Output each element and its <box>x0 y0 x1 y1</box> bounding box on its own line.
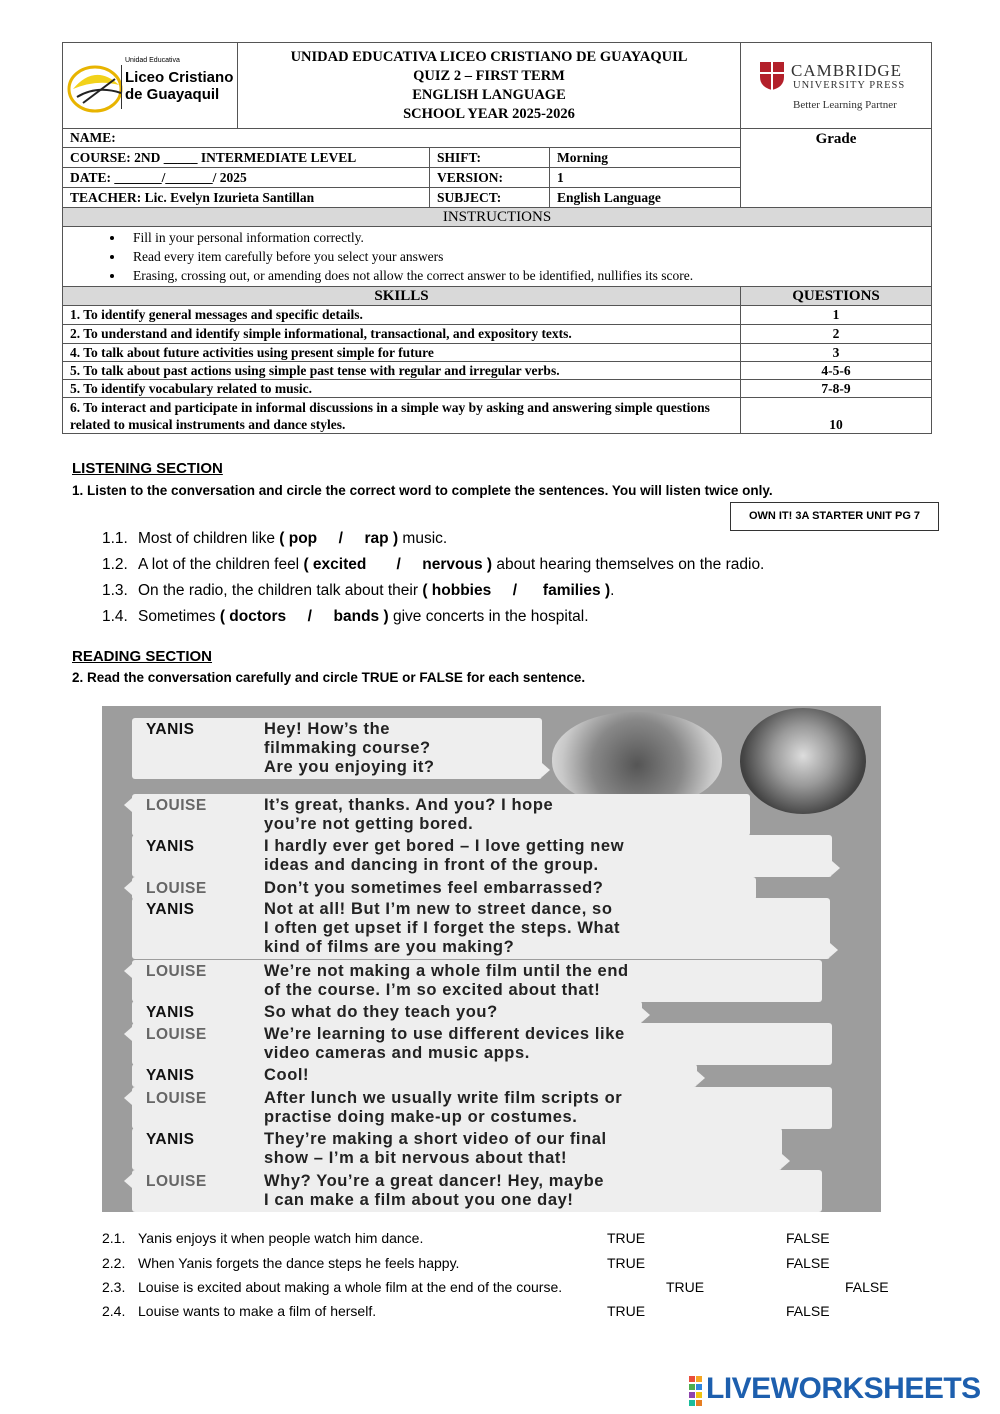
skills-header: SKILLS <box>63 287 741 306</box>
cambridge-shield-icon <box>759 61 785 91</box>
bubble-tail <box>832 861 840 875</box>
conversation-bubble <box>132 1170 822 1212</box>
message-line: video cameras and music apps. <box>264 1044 530 1062</box>
message-line: of the course. I’m so excited about that! <box>264 981 601 999</box>
bubble-tail <box>830 943 838 957</box>
false-option[interactable]: FALSE <box>845 1279 889 1295</box>
tf-item-text: Louise wants to make a film of herself. <box>138 1303 377 1319</box>
bubble-tail <box>124 964 132 978</box>
title-line-4: SCHOOL YEAR 2025-2026 <box>403 105 575 122</box>
true-option[interactable]: TRUE <box>607 1303 646 1319</box>
speaker-message <box>264 1025 625 1063</box>
false-option[interactable]: FALSE <box>786 1230 830 1246</box>
conversation-bubble <box>132 1001 642 1024</box>
version-value: 1 <box>550 168 741 188</box>
subject-value: English Language <box>550 188 741 208</box>
shift-label: SHIFT: <box>430 148 550 168</box>
message-line: Hey! How’s the <box>264 720 391 738</box>
message-line: I hardly ever get bored – I love getting new <box>264 837 625 855</box>
item-text: about hearing themselves on the radio. <box>492 556 765 573</box>
conversation-bubble <box>132 960 822 1002</box>
message-line: They’re making a short video of our final <box>264 1130 607 1148</box>
speaker-name: YANIS <box>146 721 195 738</box>
answer-options[interactable]: ( pop / rap ) <box>279 530 399 547</box>
item-text: Most of children like <box>138 530 280 547</box>
instructions-title: INSTRUCTIONS <box>63 208 932 227</box>
speaker-message <box>264 900 620 957</box>
skill-question: 3 <box>741 344 932 362</box>
bubble-tail <box>642 1008 650 1022</box>
listening-item <box>102 530 447 548</box>
instruction-item: • Erasing, crossing out, or amending does not allow the correct answer to be identified, nullifies its score. <box>125 266 931 285</box>
conversation-bubble <box>132 1087 832 1129</box>
instructions-list <box>63 227 932 287</box>
item-number: 1.1. <box>102 530 128 547</box>
speaker-name: YANIS <box>146 1067 195 1084</box>
conversation-image <box>102 706 881 1212</box>
message-line: filmmaking course? <box>264 739 431 757</box>
bubble-tail <box>124 881 132 895</box>
bubble-tail <box>124 1174 132 1188</box>
speaker-name: LOUISE <box>146 963 207 980</box>
header-table <box>62 42 932 434</box>
speaker-name: LOUISE <box>146 797 207 814</box>
listening-instruction: 1. Listen to the conversation and circle the correct word to complete the sentences. You will listen twice only. <box>72 483 773 498</box>
false-option[interactable]: FALSE <box>786 1303 830 1319</box>
item-text: . <box>610 582 615 599</box>
message-line: Not at all! But I’m new to street dance, so <box>264 900 613 918</box>
message-line: I can make a film about you one day! <box>264 1191 574 1209</box>
speaker-message <box>264 879 603 898</box>
speaker-name: LOUISE <box>146 880 207 897</box>
item-number: 1.2. <box>102 556 128 573</box>
skill-row: 2. To understand and identify simple informational, transactional, and expository texts. <box>63 325 741 344</box>
speaker-message <box>264 1066 309 1085</box>
bubble-tail <box>124 798 132 812</box>
true-option[interactable]: TRUE <box>666 1279 705 1295</box>
cambridge-press: UNIVERSITY PRESS <box>793 80 906 91</box>
cambridge-name: CAMBRIDGE <box>791 61 903 80</box>
title-line-3: ENGLISH LANGUAGE <box>412 86 566 103</box>
school-logo-icon <box>67 59 127 115</box>
skill-question: 4-5-6 <box>741 362 932 380</box>
true-option[interactable]: TRUE <box>607 1255 646 1271</box>
message-line: We’re not making a whole film until the end <box>264 962 629 980</box>
name-field[interactable]: NAME: <box>63 129 741 148</box>
message-line: Why? You’re a great dancer! Hey, maybe <box>264 1172 605 1190</box>
tf-item-number: 2.3. <box>102 1279 126 1295</box>
logo-line2: de Guayaquil <box>125 86 220 103</box>
false-option[interactable]: FALSE <box>786 1255 830 1271</box>
speaker-name: YANIS <box>146 1004 195 1021</box>
skill-row: 1. To identify general messages and specific details. <box>63 306 741 325</box>
speaker-message <box>264 796 553 834</box>
conversation-bubble <box>132 718 542 779</box>
speaker-message <box>264 1172 604 1210</box>
speaker-name: LOUISE <box>146 1026 207 1043</box>
school-logo-cell <box>63 43 238 129</box>
listening-item <box>102 556 764 574</box>
message-line: Are you enjoying it? <box>264 758 435 776</box>
skill-row: 6. To interact and participate in informal discussions in a simple way by asking and answering simple questions related to musical instruments and dance styles. <box>63 398 741 434</box>
logo-line1: Liceo Cristiano <box>125 69 234 86</box>
conversation-bubble <box>132 898 830 959</box>
answer-options[interactable]: ( doctors / bands ) <box>219 608 389 625</box>
book-reference: OWN IT! 3A STARTER UNIT PG 7 <box>730 502 939 531</box>
item-number: 1.4. <box>102 608 128 625</box>
cambridge-tagline: Better Learning Partner <box>793 99 897 111</box>
tf-item-text: When Yanis forgets the dance steps he feels happy. <box>138 1255 460 1271</box>
conversation-bubble <box>132 794 750 836</box>
bubble-tail <box>782 1154 790 1168</box>
skill-row: 4. To talk about future activities using present simple for future <box>63 344 741 362</box>
teacher-field: TEACHER: Lic. Evelyn Izurieta Santillan <box>63 188 430 208</box>
louise-photo <box>740 708 866 814</box>
questions-header: QUESTIONS <box>741 287 932 306</box>
tf-item-number: 2.4. <box>102 1303 126 1319</box>
message-line: Cool! <box>264 1066 310 1084</box>
skill-question: 7-8-9 <box>741 380 932 398</box>
message-line: show – I’m a bit nervous about that! <box>264 1149 568 1167</box>
conversation-bubble <box>132 1128 782 1170</box>
speaker-name: YANIS <box>146 838 195 855</box>
title-line-1: UNIDAD EDUCATIVA LICEO CRISTIANO DE GUAYAQUIL <box>290 48 688 65</box>
bubble-tail <box>542 763 550 777</box>
subject-label: SUBJECT: <box>430 188 550 208</box>
message-line: Don’t you sometimes feel embarrassed? <box>264 879 604 897</box>
bubble-tail <box>124 1091 132 1105</box>
quiz-title <box>238 43 741 129</box>
answer-options[interactable]: ( excited / nervous ) <box>303 556 493 573</box>
tf-item-number: 2.1. <box>102 1230 126 1246</box>
listening-item <box>102 608 589 626</box>
skill-question: 2 <box>741 325 932 344</box>
message-line: practise doing make-up or costumes. <box>264 1108 578 1126</box>
shift-value: Morning <box>550 148 741 168</box>
listening-item <box>102 582 614 600</box>
title-line-2: QUIZ 2 – FIRST TERM <box>413 67 565 84</box>
speaker-message <box>264 962 629 1000</box>
skill-question: 10 <box>741 398 932 434</box>
liveworksheets-brand: LIVEWORKSHEETS <box>706 1372 981 1405</box>
message-line: ideas and dancing in front of the group. <box>264 856 599 874</box>
grade-box: Grade <box>741 129 932 208</box>
message-line: I often get upset if I forget the steps. What <box>264 919 621 937</box>
speaker-message <box>264 720 435 777</box>
message-line: you’re not getting bored. <box>264 815 474 833</box>
speaker-name: LOUISE <box>146 1173 207 1190</box>
bubble-tail <box>124 1027 132 1041</box>
cambridge-logo-cell <box>741 43 932 129</box>
message-line: After lunch we usually write film scripts or <box>264 1089 623 1107</box>
conversation-bubble <box>132 835 832 877</box>
version-label: VERSION: <box>430 168 550 188</box>
item-text: Sometimes <box>138 608 220 625</box>
message-line: It’s great, thanks. And you? I hope <box>264 796 554 814</box>
conversation-bubble <box>132 877 756 900</box>
item-text: On the radio, the children talk about their <box>138 582 423 599</box>
conversation-bubble <box>132 1023 832 1065</box>
instruction-item: • Read every item carefully before you select your answers <box>125 247 931 266</box>
speaker-message <box>264 1089 622 1127</box>
speaker-message <box>264 1130 607 1168</box>
date-field[interactable]: DATE: _______/_______/ 2025 <box>63 168 430 188</box>
skill-row: 5. To talk about past actions using simple past tense with regular and irregular verbs. <box>63 362 741 380</box>
true-option[interactable]: TRUE <box>607 1230 646 1246</box>
instruction-item: • Fill in your personal information correctly. <box>125 228 931 247</box>
course-field[interactable]: COURSE: 2ND _____ INTERMEDIATE LEVEL <box>63 148 430 168</box>
speaker-name: YANIS <box>146 1131 195 1148</box>
logo-small-text: Unidad Educativa <box>125 57 180 64</box>
item-number: 1.3. <box>102 582 128 599</box>
skill-row: 5. To identify vocabulary related to music. <box>63 380 741 398</box>
item-text: music. <box>398 530 448 547</box>
conversation-bubble <box>132 1064 697 1087</box>
message-line: kind of films are you making? <box>264 938 515 956</box>
speaker-name: LOUISE <box>146 1090 207 1107</box>
bubble-tail <box>697 1071 705 1085</box>
skill-question: 1 <box>741 306 932 325</box>
message-line: So what do they teach you? <box>264 1003 498 1021</box>
tf-item-number: 2.2. <box>102 1255 126 1271</box>
speaker-message <box>264 837 624 875</box>
item-text: A lot of the children feel <box>138 556 304 573</box>
item-text: give concerts in the hospital. <box>388 608 589 625</box>
tf-item-text: Yanis enjoys it when people watch him dance. <box>138 1230 424 1246</box>
liveworksheets-logo-icon <box>689 1376 703 1406</box>
listening-title: LISTENING SECTION <box>72 460 223 477</box>
message-line: We’re learning to use different devices like <box>264 1025 625 1043</box>
speaker-name: YANIS <box>146 901 195 918</box>
reading-instruction: 2. Read the conversation carefully and circle TRUE or FALSE for each sentence. <box>72 670 586 685</box>
speaker-message <box>264 1003 498 1022</box>
tf-item-text: Louise is excited about making a whole film at the end of the course. <box>138 1279 563 1295</box>
reading-title: READING SECTION <box>72 648 213 665</box>
answer-options[interactable]: ( hobbies / families ) <box>422 582 611 599</box>
